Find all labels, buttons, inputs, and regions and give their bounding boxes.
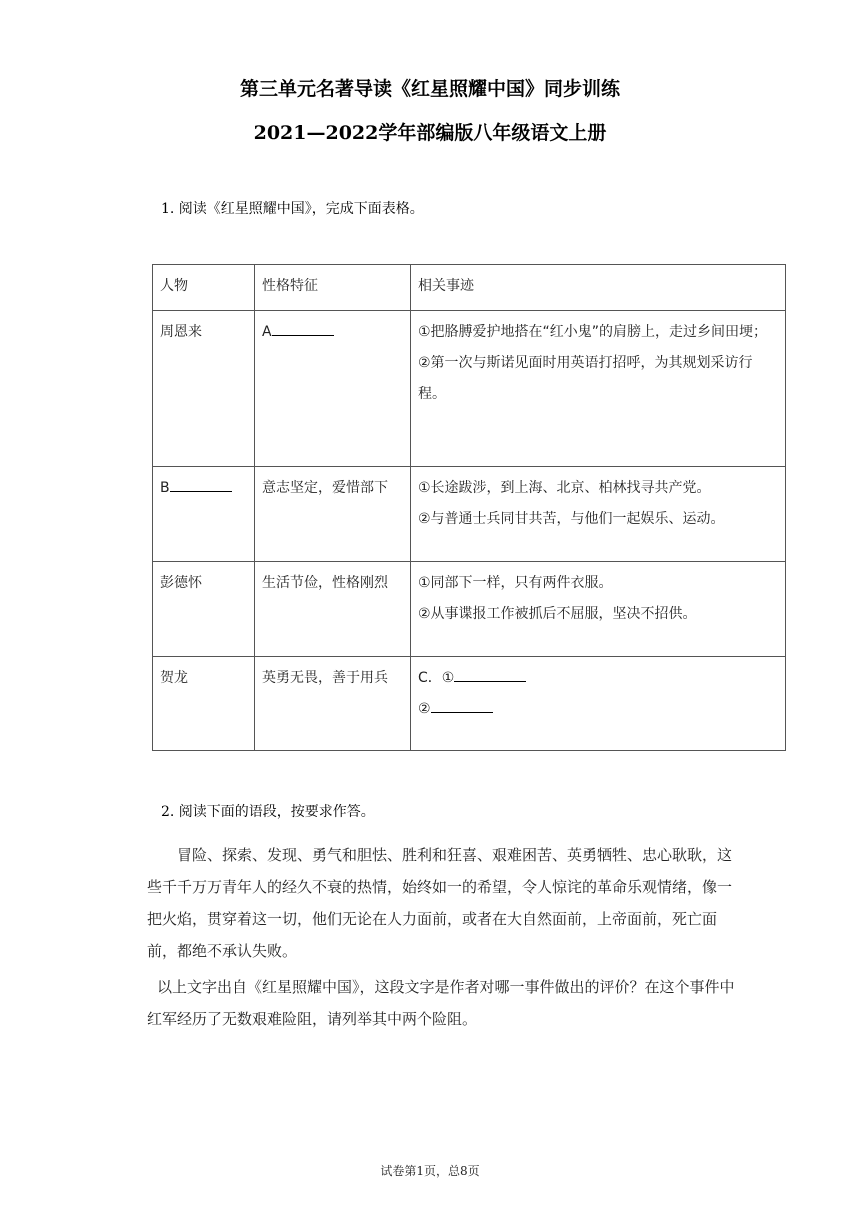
header-person: 人物 (153, 265, 255, 311)
blank-a[interactable] (272, 320, 334, 336)
deed-item: ② (418, 694, 778, 725)
blank-c2[interactable] (431, 697, 493, 713)
deed-item: ①把胳膊爱护地搭在“红小鬼”的肩膀上，走过乡间田埂； (418, 324, 768, 340)
cell-trait: 英勇无畏，善于用兵 (255, 657, 411, 751)
cell-trait: A (255, 311, 411, 467)
question-1-prompt: 1. 阅读《红星照耀中国》，完成下面表格。 (161, 201, 424, 217)
table-row (153, 311, 786, 467)
question-2-text: 以上文字出自《红星照耀中国》，这段文字是作者对哪一事件做出的评价？在这个事件中红军经历了无数艰难险阻，请列举其中两个险阻。 (147, 978, 735, 1028)
cell-deeds (411, 467, 786, 562)
cell-deeds (411, 657, 786, 751)
document-subtitle: 2021—2022学年部编版八年级语文上册 (253, 122, 607, 144)
cell-person: 周恩来 (153, 311, 255, 467)
question-2-prompt: 2. 阅读下面的语段，按要求作答。 (161, 804, 375, 820)
deed-item: ②与普通士兵同甘共苦，与他们一起娱乐、运动。 (418, 511, 725, 527)
table-row (153, 657, 786, 751)
table-header-row (153, 265, 786, 311)
blank-b[interactable] (170, 476, 232, 492)
cell-deeds (411, 562, 786, 657)
cell-trait: 意志坚定，爱惜部下 (255, 467, 411, 562)
deed-item: ①同部下一样，只有两件衣服。 (418, 575, 613, 591)
deed-item: ①长途跋涉，到上海、北京、柏林找寻共产党。 (418, 480, 711, 496)
header-deeds: 相关事迹 (411, 265, 786, 311)
cell-person: 彭德怀 (153, 562, 255, 657)
cell-deeds (411, 311, 786, 467)
deed-item: ②第一次与斯诺见面时用英语打招呼，为其规划采访行程。 (418, 355, 753, 402)
table-row (153, 467, 786, 562)
deed-item: ②从事谍报工作被抓后不屈服，坚决不招供。 (418, 606, 697, 622)
page-footer: 试卷第1页，总8页 (380, 1164, 480, 1178)
character-table (152, 264, 786, 751)
table-row (153, 562, 786, 657)
cell-person: B (153, 467, 255, 562)
reading-passage: 冒险、探索、发现、勇气和胆怯、胜利和狂喜、艰难困苦、英勇牺牲、忠心耿耿，这些千千万万青年人的经久不衰的热情，始终如一的希望，令人惊诧的革命乐观情绪，像一把火焰，贯穿着这一切，他们无论在人力面前，或者在大自然面前，上帝面前，死亡面前，都绝不承认失败。 (147, 846, 733, 960)
blank-c1[interactable] (454, 666, 526, 682)
deed-item: C．① (418, 663, 778, 694)
header-trait: 性格特征 (255, 265, 411, 311)
cell-person: 贺龙 (153, 657, 255, 751)
document-title: 第三单元名著导读《红星照耀中国》同步训练 (239, 78, 620, 100)
cell-trait: 生活节俭，性格刚烈 (255, 562, 411, 657)
